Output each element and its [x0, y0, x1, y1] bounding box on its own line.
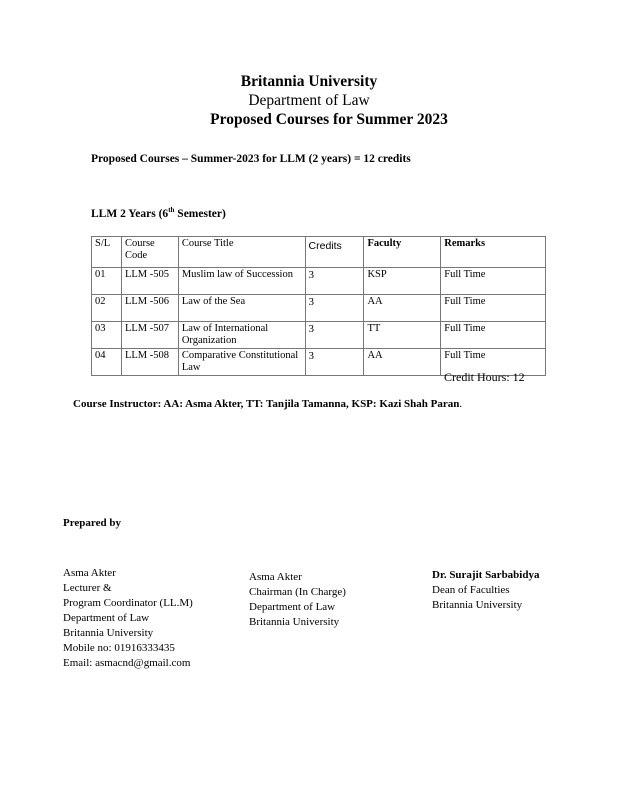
header-course-title: Course Title	[178, 237, 305, 268]
cell-remarks: Full Time	[441, 268, 546, 295]
preparer-name: Asma Akter	[63, 567, 116, 579]
cell-faculty: AA	[364, 295, 441, 322]
cell-faculty: KSP	[364, 268, 441, 295]
cell-remarks: Full Time	[441, 295, 546, 322]
preparer-position: Lecturer &	[63, 582, 112, 594]
table-header-row	[92, 237, 546, 268]
credits-summary: Proposed Courses – Summer-2023 for LLM (2 years) = 12 credits	[91, 153, 411, 165]
cell-remarks: Full Time	[441, 322, 546, 349]
dean-name: Dr. Surajit Sarbabidya	[432, 569, 540, 581]
department-name: Department of Law	[248, 92, 370, 109]
table-row	[92, 322, 546, 349]
credit-hours-total: Credit Hours: 12	[444, 370, 525, 384]
cell-course-code: LLM -506	[121, 295, 178, 322]
cell-course-title: Muslim law of Succession	[178, 268, 305, 295]
cell-course-title: Comparative Constitutional Law	[178, 349, 305, 376]
chairman-department: Department of Law	[249, 601, 336, 613]
chairman-position: Chairman (In Charge)	[249, 586, 346, 598]
chairman-name: Asma Akter	[249, 571, 302, 583]
cell-credits: 3	[305, 295, 364, 322]
cell-sl: 04	[92, 349, 122, 376]
semester-heading: LLM 2 Years (6th Semester)	[91, 206, 226, 220]
cell-remarks: Full Time	[441, 349, 546, 376]
course-table	[91, 236, 546, 376]
cell-course-code: LLM -507	[121, 322, 178, 349]
cell-course-code: LLM -508	[121, 349, 178, 376]
cell-sl: 02	[92, 295, 122, 322]
preparer-department: Department of Law	[63, 612, 150, 624]
cell-sl: 03	[92, 322, 122, 349]
chairman-signature-block	[249, 570, 346, 630]
preparer-mobile: Mobile no: 01916333435	[63, 642, 175, 654]
document-title: Proposed Courses for Summer 2023	[210, 111, 448, 128]
cell-course-title: Law of the Sea	[178, 295, 305, 322]
header-remarks: Remarks	[441, 237, 546, 268]
dean-position: Dean of Faculties	[432, 584, 510, 596]
cell-credits: 3	[305, 322, 364, 349]
header-sl: S/L	[92, 237, 122, 268]
table-row	[92, 295, 546, 322]
university-name: Britannia University	[240, 73, 378, 90]
header-course-code: Course Code	[121, 237, 178, 268]
cell-faculty: TT	[364, 322, 441, 349]
cell-course-title: Law of International Organization	[178, 322, 305, 349]
table-row	[92, 268, 546, 295]
cell-credits: 3	[305, 349, 364, 376]
header-faculty: Faculty	[364, 237, 441, 268]
chairman-institution: Britannia University	[249, 616, 340, 628]
preparer-signature-block	[63, 566, 193, 671]
prepared-by-label: Prepared by	[63, 517, 121, 529]
cell-credits: 3	[305, 268, 364, 295]
cell-sl: 01	[92, 268, 122, 295]
dean-signature-block	[432, 568, 539, 613]
header-credits: Credits	[305, 237, 364, 268]
course-instructor-legend: Course Instructor: AA: Asma Akter, TT: Tanjila Tamanna, KSP: Kazi Shah Paran.	[73, 398, 463, 410]
preparer-email: Email: asmacnd@gmail.com	[63, 657, 191, 669]
cell-faculty: AA	[364, 349, 441, 376]
preparer-institution: Britannia University	[63, 627, 154, 639]
dean-institution: Britannia University	[432, 599, 523, 611]
preparer-role: Program Coordinator (LL.M)	[63, 597, 193, 609]
cell-course-code: LLM -505	[121, 268, 178, 295]
